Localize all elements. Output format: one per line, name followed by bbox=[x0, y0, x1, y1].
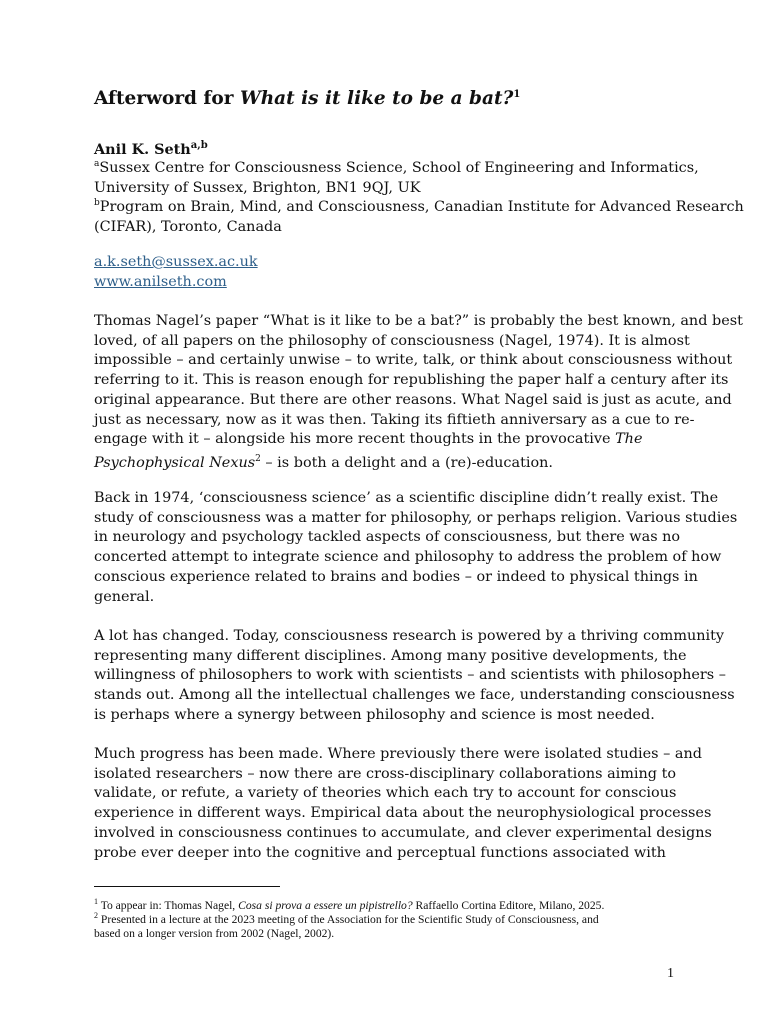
website-link[interactable]: www.anilseth.com bbox=[94, 273, 227, 290]
affiliation-b: $^b$Program on Brain, Mind, and Consciousness, Canadian Institute for Advanced Research (CIFAR), Toronto, Canada bbox=[94, 198, 744, 235]
page-title bbox=[94, 88, 520, 109]
contact-block bbox=[94, 253, 679, 292]
footnote-1: $^1$ To appear in: Thomas Nagel, Cosa si prova a essere un pipistrello? Raffaello Cortina Editore, Milano, 2025. bbox=[94, 897, 605, 912]
footnote-2: $^2$ Presented in a lecture at the 2023 meeting of the Association for the Scientific Study of Consciousness, and based on a longer version from 2002 (Nagel, 2002). bbox=[94, 911, 599, 940]
paragraph-4: Much progress has been made. Where previously there were isolated studies – and isolated researchers – now there are cross-disciplinary collaborations aiming to validate, or refute, a variety of theories which each try to account for conscious experience in different ways. Empirical data about the neurophysiological processes involved in consciousness continues to accumulate, and clever experimental designs probe ever deeper into the cognitive and perceptual functions associated with bbox=[94, 746, 712, 861]
author-name: Anil K. Seth$^{a,b}$ bbox=[94, 140, 208, 158]
paragraph-3: A lot has changed. Today, consciousness research is powered by a thriving community representing many different disciplines. Among many positive developments, the willingness of philosophers to work with scientists – and scientists with philosophers – stands out. Among all the intellectual challenges we face, understanding consciousness is perhaps where a synergy between philosophy and science is most needed. bbox=[94, 628, 735, 723]
title-footnote-marker: 1 bbox=[513, 88, 521, 100]
page-number: 1 bbox=[667, 966, 674, 981]
footnote-2-marker: 2 bbox=[255, 453, 261, 464]
paragraph-2: Back in 1974, ‘consciousness science’ as a scientific discipline didn’t really exist. The study of consciousness was a matter for philosophy, or perhaps religion. Various studies in neurology and psychology tackled aspects of consciousness, but there was no concerted attempt to integrate science and philosophy to address the problem of how conscious experience related to brains and bodies – or indeed to physical things in general. bbox=[94, 490, 738, 605]
title-italic: What is it like to be a bat? bbox=[239, 88, 514, 109]
title-prefix: Afterword for bbox=[94, 88, 240, 109]
affiliation-a: $^a$Sussex Centre for Consciousness Science, School of Engineering and Informatics, University of Sussex, Brighton, BN1 9QJ, UK bbox=[94, 159, 699, 196]
email-link[interactable]: a.k.seth@sussex.ac.uk bbox=[94, 254, 258, 270]
paragraph-1: Thomas Nagel’s paper “What is it like to be a bat?” is probably the best known, and best loved, of all papers on the philosophy of consciousness (Nagel, 1974). It is almost impossible – and certainly unwise – to write, talk, or think about consciousness without referring to it. This is reason enough for republishing the paper half a century after its original appearance. But there are other reasons. What Nagel said is just as acute, and just as necessary, now as it was then. Taking its fiftieth anniversary as a cue to re- engage with it – alongside his more recent thoughts in the provocative The Psychophysical Nexus$^2$ – is both a delight and a (re)-education. bbox=[94, 313, 743, 471]
footnote-divider bbox=[94, 886, 280, 887]
author-affil-marker: a,b bbox=[190, 140, 208, 151]
